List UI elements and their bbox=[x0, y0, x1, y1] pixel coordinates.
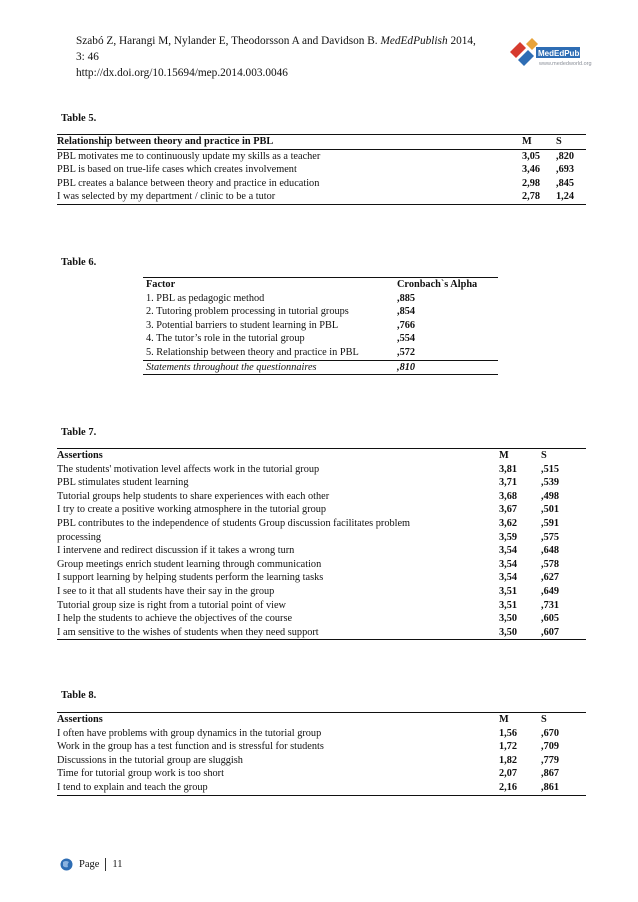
table7-header-row bbox=[57, 449, 586, 463]
row-s: ,591 bbox=[541, 517, 560, 529]
row-s: ,867 bbox=[541, 768, 560, 780]
row-s: ,627 bbox=[541, 572, 560, 584]
row-s: ,648 bbox=[541, 545, 560, 557]
row-label: Discussions in the tutorial group are sluggish bbox=[57, 754, 243, 766]
row-s: ,649 bbox=[541, 585, 560, 597]
table-row bbox=[57, 190, 586, 204]
row-m: 2,16 bbox=[499, 781, 518, 793]
globe-icon bbox=[60, 858, 73, 871]
row-alpha: ,554 bbox=[397, 333, 416, 345]
row-label: I often have problems with group dynamics in the tutorial group bbox=[57, 727, 322, 739]
table-row bbox=[143, 305, 498, 319]
mededpublish-logo bbox=[506, 36, 594, 74]
table-row bbox=[143, 332, 498, 346]
table8-label: Table 8. bbox=[61, 690, 97, 701]
row-label: The students' motivation level affects work in the tutorial group bbox=[57, 463, 320, 475]
table6-header-row bbox=[143, 278, 498, 292]
citation-year: 2014, bbox=[450, 35, 476, 47]
row-label: PBL stimulates student learning bbox=[57, 477, 189, 489]
logo-graphic bbox=[506, 36, 594, 74]
row-alpha: ,885 bbox=[397, 292, 416, 304]
row-m: 3,05 bbox=[522, 150, 541, 162]
table5-col-1: Relationship between theory and practice in PBL bbox=[57, 135, 522, 150]
citation-authors: Szabó Z, Harangi M, Nylander E, Theodorsson A and Davidson B. bbox=[76, 35, 378, 47]
table-row bbox=[57, 531, 586, 545]
row-label: Work in the group has a test function and is stressful for students bbox=[57, 741, 324, 753]
row-m: 3,50 bbox=[499, 626, 518, 638]
row-label: 4. The tutor’s role in the tutorial group bbox=[146, 333, 305, 345]
table6 bbox=[143, 277, 498, 375]
row-s: ,861 bbox=[541, 781, 560, 793]
row-label: I intervene and redirect discussion if it takes a wrong turn bbox=[57, 545, 295, 557]
row-label: PBL contributes to the independence of students Group discussion facilitates problem bbox=[57, 517, 411, 529]
row-label: 3. Potential barriers to student learning in PBL bbox=[146, 319, 339, 331]
table-row bbox=[57, 740, 586, 754]
table-row bbox=[57, 571, 586, 585]
row-s: ,605 bbox=[541, 613, 560, 625]
row-label: 2. Tutoring problem processing in tutorial groups bbox=[146, 306, 349, 318]
table-row bbox=[143, 319, 498, 333]
table5 bbox=[57, 134, 586, 205]
table-row bbox=[57, 163, 586, 177]
row-m: 3,59 bbox=[499, 531, 518, 543]
table-row bbox=[57, 463, 586, 477]
row-label: PBL creates a balance between theory and practice in education bbox=[57, 177, 320, 189]
row-alpha: ,854 bbox=[397, 306, 416, 318]
row-m: 3,62 bbox=[499, 517, 518, 529]
row-label: processing bbox=[57, 531, 102, 543]
row-label: 1. PBL as pedagogic method bbox=[146, 292, 265, 304]
row-m: 3,51 bbox=[499, 599, 518, 611]
row-m: 3,71 bbox=[499, 477, 518, 489]
row-s: ,501 bbox=[541, 504, 560, 516]
table7-col-1: Assertions bbox=[57, 450, 103, 461]
table5-col-s: S bbox=[556, 135, 586, 150]
row-s: 1,24 bbox=[556, 191, 575, 203]
row-label: I try to create a positive working atmosphere in the tutorial group bbox=[57, 504, 327, 516]
table8-header-row bbox=[57, 713, 586, 727]
row-m: 3,68 bbox=[499, 490, 518, 502]
table-row bbox=[57, 767, 586, 781]
logo-url: www.mededworld.org bbox=[539, 61, 592, 67]
row-m: 1,72 bbox=[499, 741, 518, 753]
table-row bbox=[143, 360, 498, 375]
row-s: ,820 bbox=[556, 150, 575, 162]
row-s: ,709 bbox=[541, 741, 560, 753]
table5-label: Table 5. bbox=[61, 113, 97, 124]
logo-text: MedEdPublish bbox=[538, 49, 594, 58]
table6-col-factor: Factor bbox=[146, 279, 176, 290]
row-m: 2,07 bbox=[499, 768, 518, 780]
table7-label: Table 7. bbox=[61, 427, 97, 438]
row-m: 3,54 bbox=[499, 572, 518, 584]
table7 bbox=[57, 448, 586, 640]
table-row bbox=[143, 292, 498, 306]
table-row bbox=[57, 599, 586, 613]
table-row bbox=[57, 177, 586, 191]
row-m: 3,54 bbox=[499, 545, 518, 557]
row-s: ,575 bbox=[541, 531, 560, 543]
table8 bbox=[57, 712, 586, 796]
page-label: Page bbox=[79, 859, 100, 870]
row-s: ,731 bbox=[541, 599, 560, 611]
table7-col-m: M bbox=[499, 450, 509, 461]
row-s: ,670 bbox=[541, 727, 560, 739]
row-s: ,539 bbox=[541, 477, 560, 489]
table-row bbox=[57, 517, 586, 531]
row-label: Tutorial group size is right from a tutorial point of view bbox=[57, 599, 286, 611]
row-label: I see to it that all students have their say in the group bbox=[57, 585, 275, 597]
row-s: ,578 bbox=[541, 558, 560, 570]
table-row bbox=[57, 503, 586, 517]
row-label: Group meetings enrich student learning through communication bbox=[57, 558, 322, 570]
citation-doi[interactable]: http://dx.doi.org/10.15694/mep.2014.003.0046 bbox=[76, 67, 288, 79]
table-row bbox=[57, 149, 586, 163]
row-s: ,498 bbox=[541, 490, 560, 502]
page-footer bbox=[60, 858, 123, 871]
row-label: PBL motivates me to continuously update my skills as a teacher bbox=[57, 150, 321, 162]
row-label: Time for tutorial group work is too short bbox=[57, 768, 224, 780]
table-row bbox=[57, 544, 586, 558]
row-alpha: ,572 bbox=[397, 346, 416, 358]
row-s: ,515 bbox=[541, 463, 560, 475]
row-m: 3,50 bbox=[499, 613, 518, 625]
table6-col-alpha: Cronbach`s Alpha bbox=[397, 279, 478, 290]
table-row bbox=[57, 490, 586, 504]
row-alpha: ,810 bbox=[397, 360, 498, 375]
table5-col-m: M bbox=[522, 135, 556, 150]
table8-col-m: M bbox=[499, 714, 509, 725]
table8-col-s: S bbox=[541, 714, 547, 725]
row-label: I tend to explain and teach the group bbox=[57, 781, 208, 793]
page-number: 11 bbox=[112, 859, 123, 870]
row-m: 3,67 bbox=[499, 504, 518, 516]
table-row bbox=[57, 612, 586, 626]
table-row bbox=[57, 585, 586, 599]
citation-journal: MedEdPublish bbox=[380, 35, 448, 47]
page-header bbox=[76, 33, 506, 81]
row-label: 5. Relationship between theory and practice in PBL bbox=[146, 346, 359, 358]
row-m: 3,81 bbox=[499, 463, 518, 475]
citation-line-1 bbox=[76, 33, 506, 49]
table7-col-s: S bbox=[541, 450, 547, 461]
table-row bbox=[57, 727, 586, 741]
row-label: PBL is based on true-life cases which creates involvement bbox=[57, 164, 297, 176]
row-m: 2,78 bbox=[522, 191, 541, 203]
table6-label: Table 6. bbox=[61, 257, 97, 268]
table5-header-row bbox=[57, 135, 586, 150]
row-s: ,693 bbox=[556, 164, 575, 176]
row-label: Tutorial groups help students to share experiences with each other bbox=[57, 490, 330, 502]
table-row bbox=[57, 626, 586, 640]
row-label: Statements throughout the questionnaires bbox=[143, 360, 397, 375]
table-row bbox=[57, 754, 586, 768]
row-s: ,779 bbox=[541, 754, 560, 766]
row-label: I support learning by helping students perform the learning tasks bbox=[57, 572, 324, 584]
row-label: I was selected by my department / clinic to be a tutor bbox=[57, 191, 276, 203]
row-alpha: ,766 bbox=[397, 319, 416, 331]
table8-col-1: Assertions bbox=[57, 714, 103, 725]
citation-volume: 3: 46 bbox=[76, 51, 99, 63]
footer-divider bbox=[105, 858, 106, 871]
row-label: I help the students to achieve the objectives of the course bbox=[57, 613, 293, 625]
row-label: I am sensitive to the wishes of students when they need support bbox=[57, 626, 319, 638]
table-row bbox=[143, 346, 498, 360]
table-row bbox=[57, 476, 586, 490]
row-m: 1,82 bbox=[499, 754, 518, 766]
row-s: ,845 bbox=[556, 177, 575, 189]
row-m: 1,56 bbox=[499, 727, 518, 739]
row-m: 3,54 bbox=[499, 558, 518, 570]
table-row bbox=[57, 781, 586, 795]
row-m: 3,46 bbox=[522, 164, 541, 176]
row-m: 2,98 bbox=[522, 177, 541, 189]
row-s: ,607 bbox=[541, 626, 560, 638]
table-row bbox=[57, 558, 586, 572]
row-m: 3,51 bbox=[499, 585, 518, 597]
